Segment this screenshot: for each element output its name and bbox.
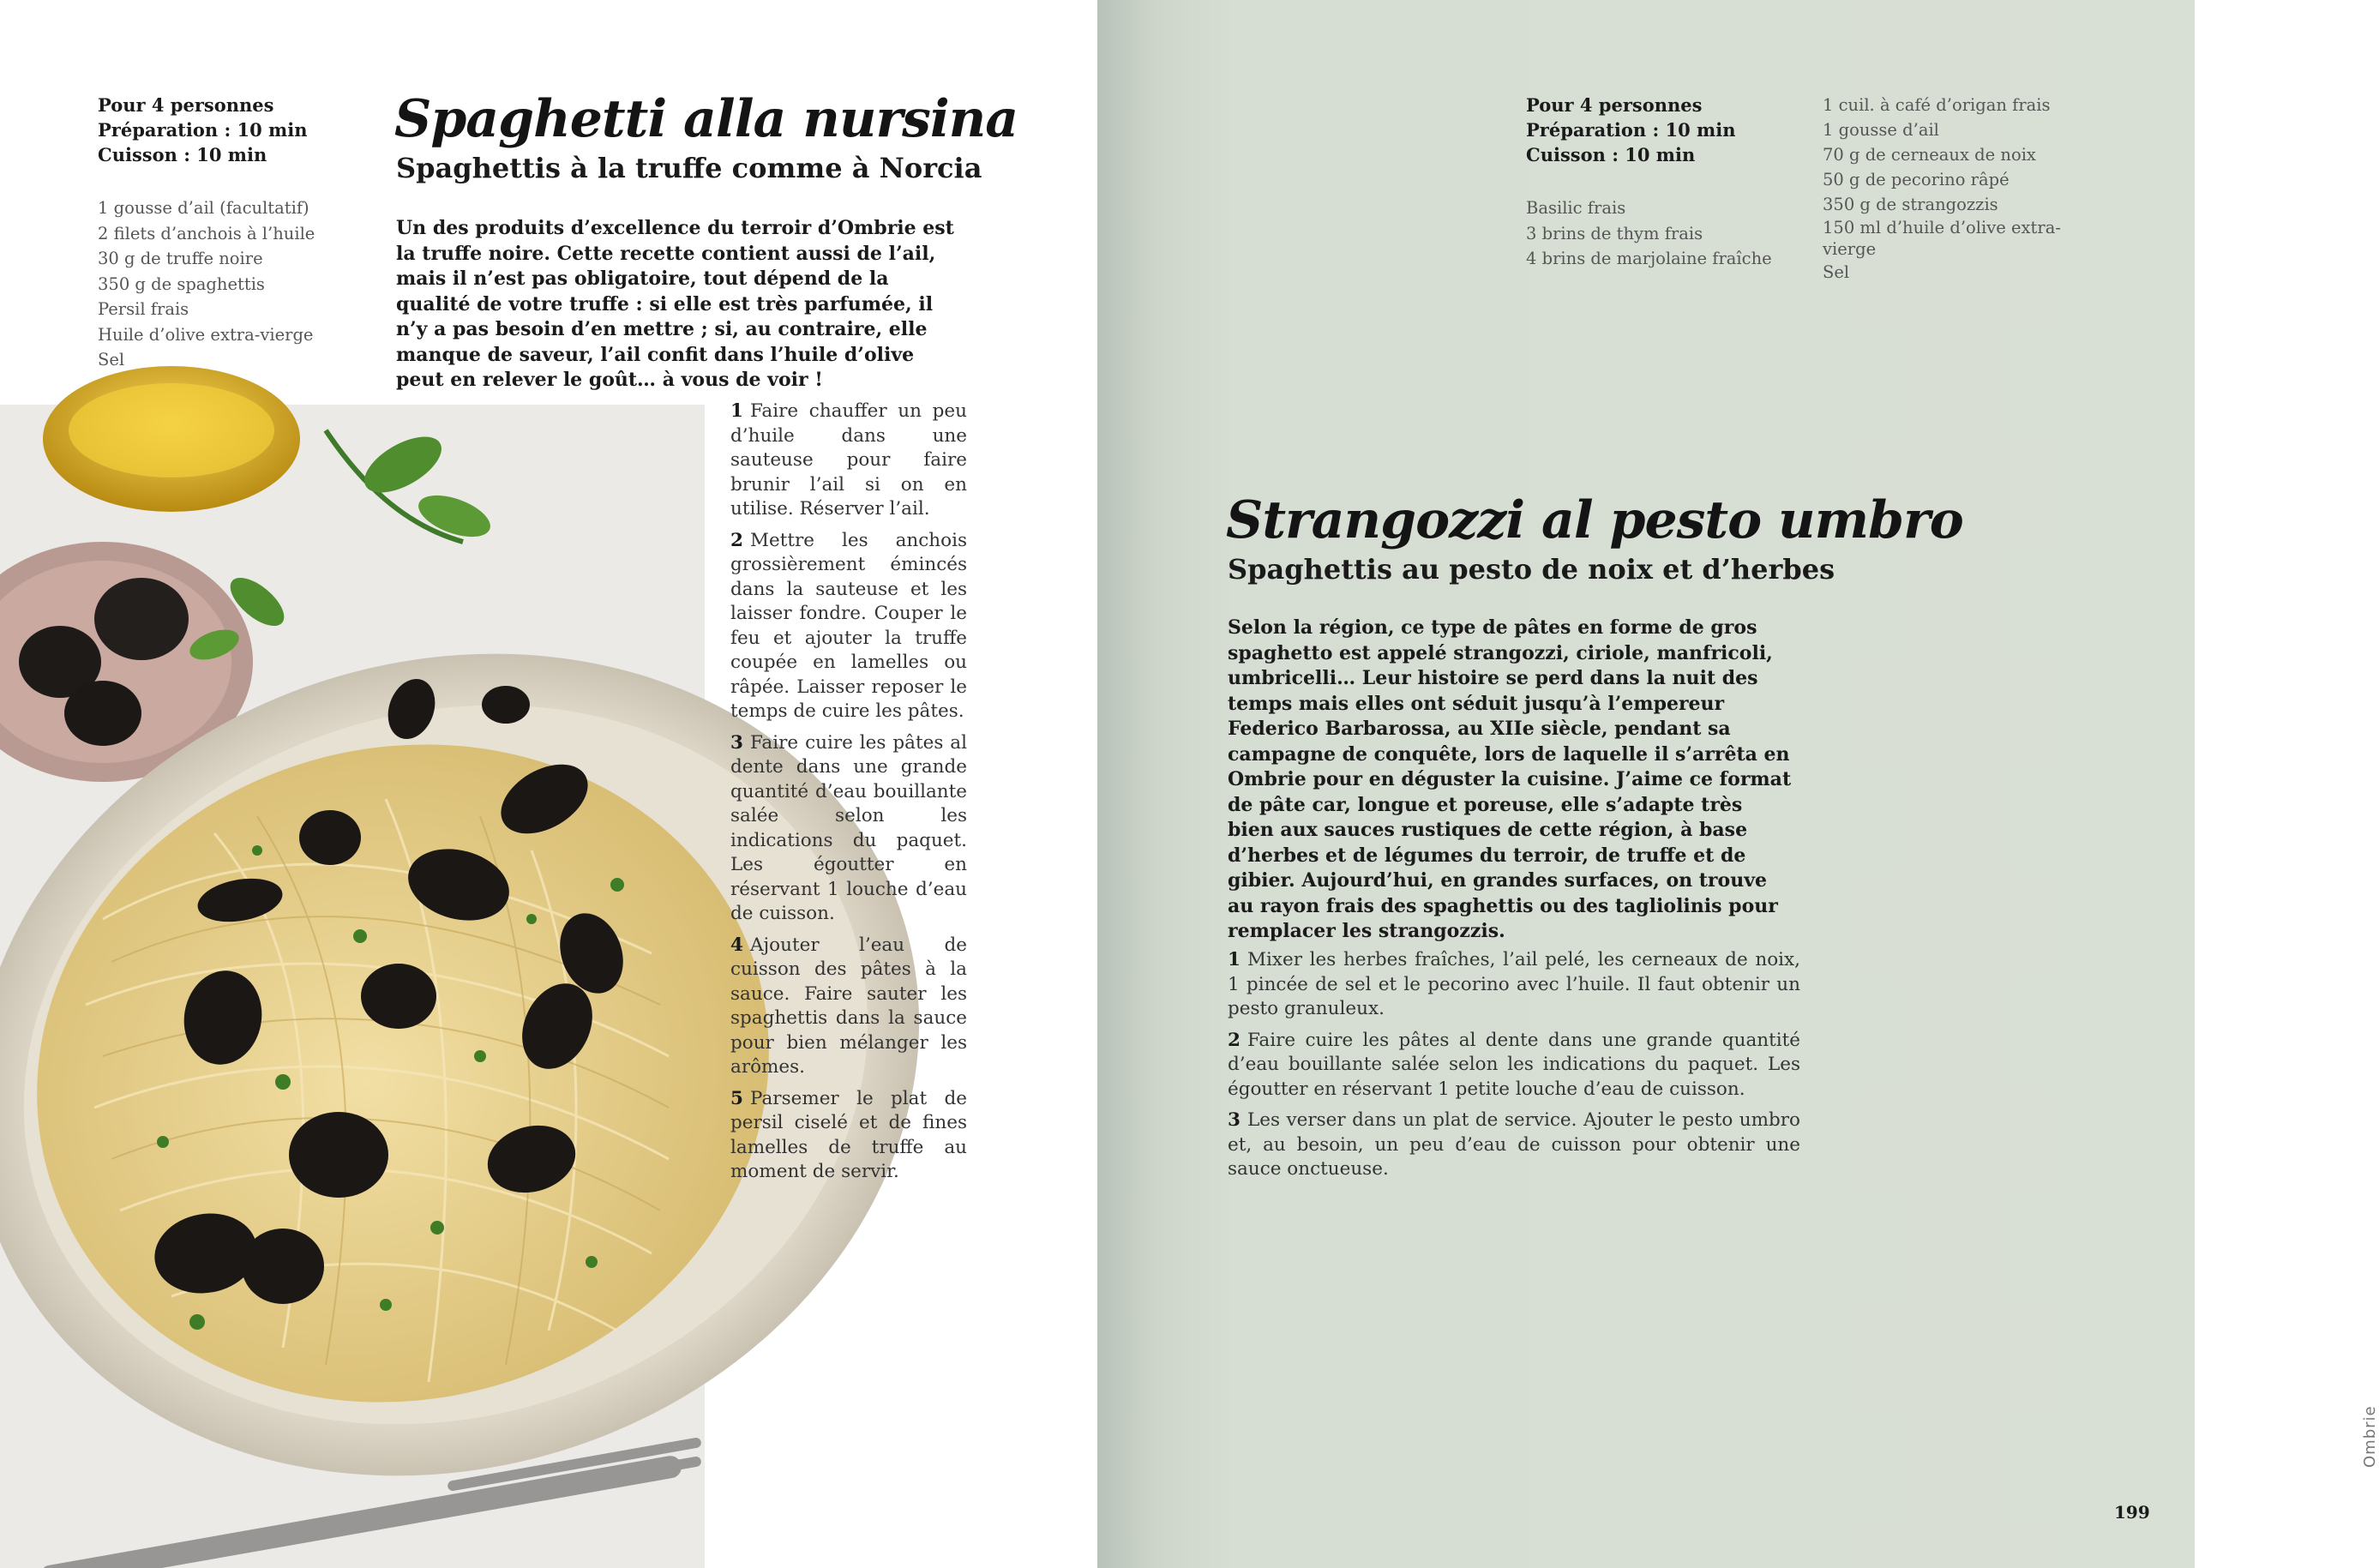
recipe-title: Spaghetti alla nursina <box>394 89 1018 149</box>
section-label: Ombrie <box>2361 1405 2379 1468</box>
step-list <box>1228 948 1800 1189</box>
ingredient-list-herbs <box>1526 195 1800 272</box>
spaghetti-truffle-image <box>0 405 705 1568</box>
ingredient-item: 3 brins de thym frais <box>1526 223 1703 243</box>
page-number: 199 <box>2114 1502 2150 1523</box>
recipe-intro: Un des produits d’excellence du terroir d’Ombrie est la truffe noire. Cette recette contient aussi de l’ail, mais il n’est pas obligatoire, tout dépend de la qualité de votre truffe : si elle est très parfumée, il n’y a pas besoin d’en mettre ; si, au contraire, elle manque de saveur, l’ail confit dans l’huile d’olive peut en relever le goût… à vous de voir ! <box>396 217 954 391</box>
prep-time: Préparation : 10 min <box>98 119 308 141</box>
ingredient-item: Huile d’olive extra-vierge <box>98 324 314 345</box>
recipe-meta <box>98 93 355 167</box>
ingredient-list-main <box>1823 93 2071 285</box>
ingredient-item: Sel <box>1823 262 1850 282</box>
ingredient-item: Basilic frais <box>1526 198 1626 218</box>
servings: Pour 4 personnes <box>98 94 274 116</box>
ingredient-item: 4 brins de marjolaine fraîche <box>1526 249 1772 268</box>
recipe-intro: Selon la région, ce type de pâtes en forme de gros spaghetto est appelé strangozzi, ciriole, manfricoli, umbricelli… Leur histoire se perd dans la nuit des temps mais elles ont séduit jusqu’à l’empereur Federico Barbarossa, au XIIe siècle, pendant sa campagne de conquête, lors de laquelle il s’arrêta en Ombrie pour en déguster la cuisine. J’aime ce format de pâte car, longue et poreuse, elle s’adapte très bien aux sauces rustiques de cette région, à base d’herbes et de légumes du terroir, de truffe et de gibier. Aujourd’hui, en grandes surfaces, on trouve au rayon frais des spaghettis ou des tagliolinis pour remplacer les strangozzis. <box>1228 616 1792 942</box>
step-item: 3 Faire cuire les pâtes al dente dans une grande quantité d’eau bouillante salée selon les indications du paquet. Les égoutter en réservant 1 louche d’eau de cuisson. <box>730 731 967 924</box>
step-item: 1 Faire chauffer un peu d’huile dans une sauteuse pour faire brunir l’ail si on en utilise. Réserver l’ail. <box>730 400 967 520</box>
step-item: 2 Faire cuire les pâtes al dente dans une grande quantité d’eau bouillante salée selon les indications du paquet. Les égoutter en réservant 1 petite louche d’eau de cuisson. <box>1228 1029 1800 1100</box>
ingredient-item: Persil frais <box>98 299 189 319</box>
left-page <box>0 0 1097 1568</box>
dish-photo <box>0 405 705 1568</box>
cook-time: Cuisson : 10 min <box>1526 144 1696 165</box>
step-item: 3 Les verser dans un plat de service. Ajouter le pesto umbro et, au besoin, un peu d’eau de cuisson pour obtenir une sauce onctueuse. <box>1228 1109 1800 1180</box>
recipe-subtitle: Spaghettis au pesto de noix et d’herbes <box>1228 553 1835 586</box>
ingredient-item: 1 gousse d’ail (facultatif) <box>98 198 309 218</box>
ingredient-item: 1 gousse d’ail <box>1823 120 1939 140</box>
cook-time: Cuisson : 10 min <box>98 144 267 165</box>
prep-time: Préparation : 10 min <box>1526 119 1736 141</box>
ingredient-item: Sel <box>98 350 125 369</box>
ingredient-item: 350 g de spaghettis <box>98 273 265 294</box>
step-item: 4 Ajouter l’eau de cuisson des pâtes à la sauce. Faire sauter les spaghettis dans la sauce pour bien mélanger les arômes. <box>730 934 967 1078</box>
step-item: 1 Mixer les herbes fraîches, l’ail pelé, les cerneaux de noix, 1 pincée de sel et le pecorino avec l’huile. Il faut obtenir un pesto granuleux. <box>1228 949 1800 1019</box>
ingredient-list <box>98 195 355 373</box>
recipe-subtitle: Spaghettis à la truffe comme à Norcia <box>396 152 982 184</box>
ingredient-item: 2 filets d’anchois à l’huile <box>98 223 315 243</box>
right-page <box>1097 0 2379 1568</box>
ingredient-item: 350 g de strangozzis <box>1823 195 1998 214</box>
ingredient-item: 150 ml d’huile d’olive extra-vierge <box>1823 218 2061 259</box>
ingredient-item: 1 cuil. à café d’origan frais <box>1823 95 2051 115</box>
step-item: 2 Mettre les anchois grossièrement émincés dans la sauteuse et les laisser fondre. Couper le feu et ajouter la truffe coupée en lamelles ou râpée. Laisser reposer le temps de cuire les pâtes. <box>730 529 967 722</box>
recipe-meta <box>1526 93 1792 167</box>
step-item: 5 Parsemer le plat de persil ciselé et de fines lamelles de truffe au moment de servir. <box>730 1087 967 1182</box>
recipe-title: Strangozzi al pesto umbro <box>1226 490 1963 550</box>
ingredient-item: 50 g de pecorino râpé <box>1823 170 2010 189</box>
ingredient-item: 30 g de truffe noire <box>98 249 263 268</box>
servings: Pour 4 personnes <box>1526 94 1703 116</box>
step-list <box>730 400 967 1192</box>
ingredient-item: 70 g de cerneaux de noix <box>1823 145 2036 165</box>
